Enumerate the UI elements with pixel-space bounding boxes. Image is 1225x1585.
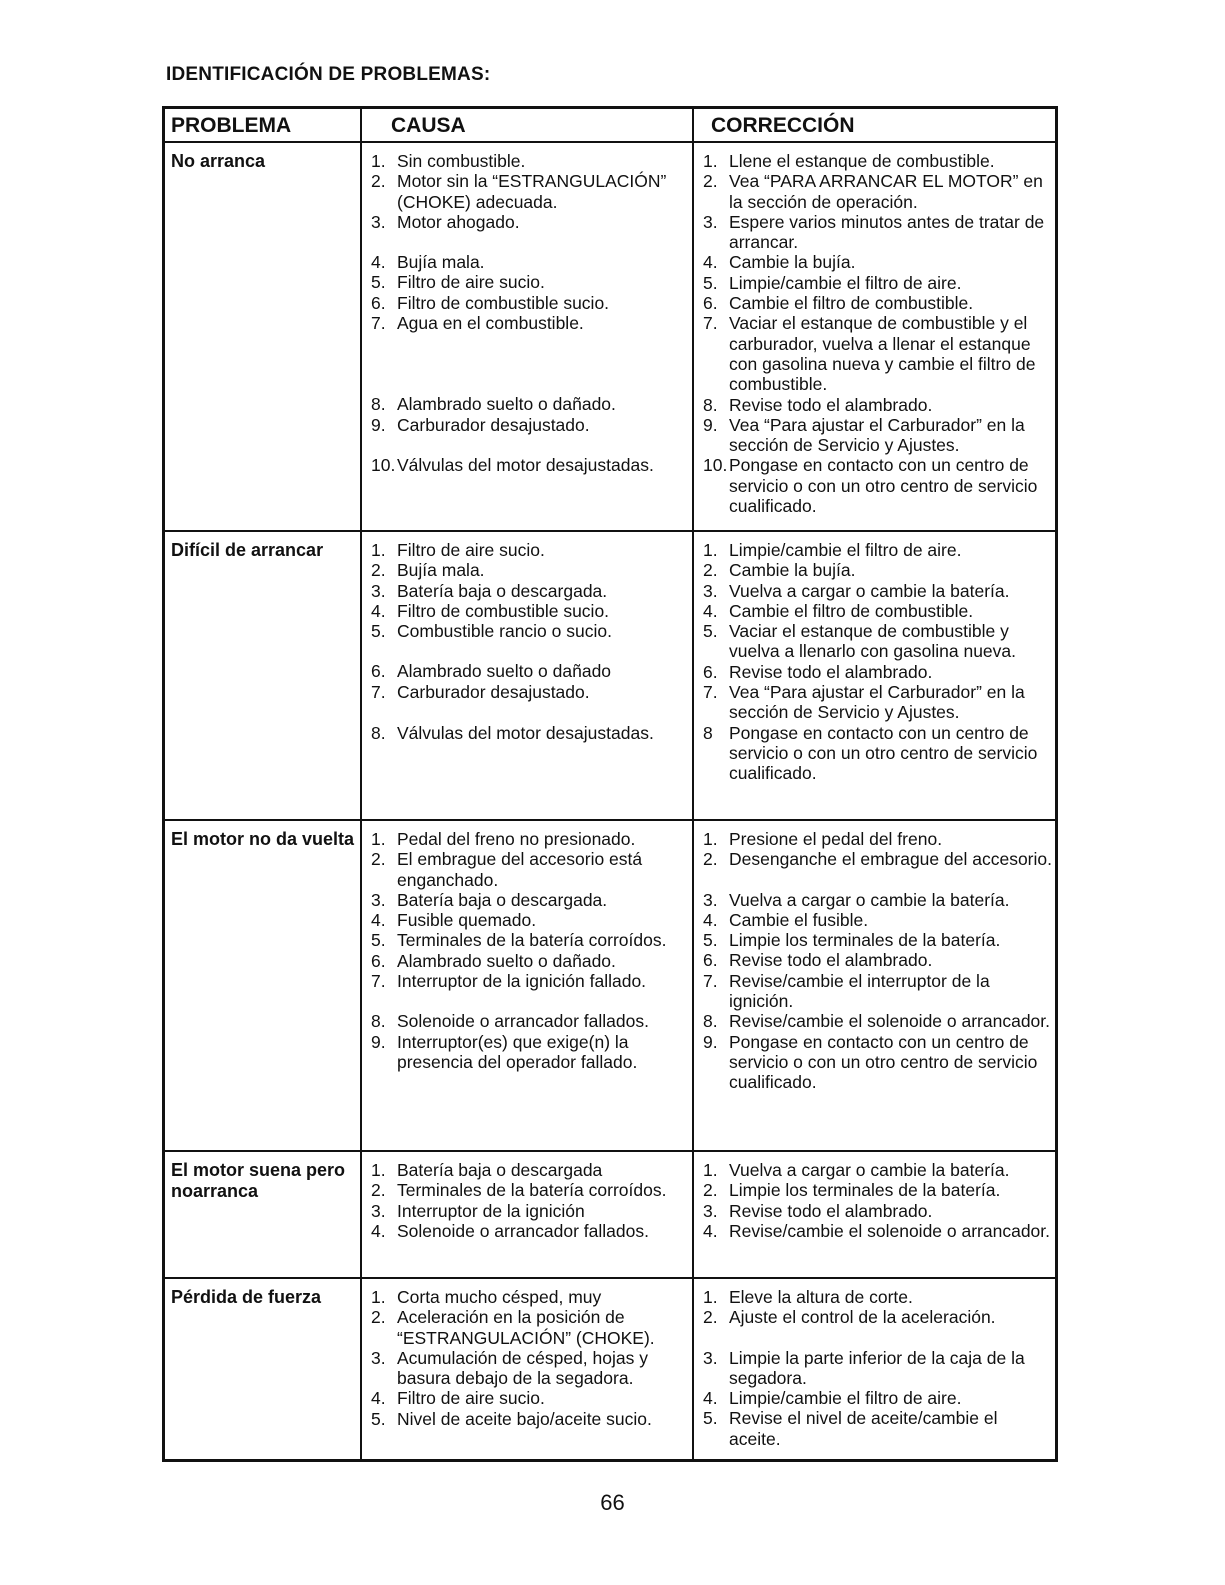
item-text: Acumulación de césped, hojas y basura debajo de la segadora. <box>397 1347 648 1389</box>
problem-label: Difícil de arrancar <box>171 540 324 560</box>
item-text: Vaciar el estanque de combustible y el carburador, vuelva a llenar el estanque con gasolina nueva y cambie el filtro de combustible. <box>729 313 1036 395</box>
cause-list <box>371 829 689 1072</box>
item-text: Combustible rancio o sucio. <box>397 621 612 642</box>
item-text: Vuelva a cargar o cambie la batería. <box>729 580 1010 601</box>
item-text: Pongase en contacto con un centro de servicio o con un otro centro de servicio cualificado. <box>729 722 1038 784</box>
list-item <box>371 1388 689 1408</box>
item-text: Desenganche el embrague del accesorio. <box>729 849 1052 870</box>
list-item <box>371 1180 689 1200</box>
item-text: Terminales de la batería corroídos. <box>397 930 667 951</box>
list-item <box>703 890 1053 910</box>
item-text: Batería baja o descargada. <box>397 889 608 910</box>
item-number: 2. <box>703 171 718 192</box>
item-number: 7. <box>703 313 718 334</box>
list-item <box>371 849 689 890</box>
list-item <box>703 1307 1053 1327</box>
item-text: Limpie/cambie el filtro de aire. <box>729 1388 962 1409</box>
list-item <box>703 1032 1053 1093</box>
list-item <box>371 560 689 580</box>
list-item <box>371 151 689 171</box>
item-number: 3. <box>371 580 386 601</box>
item-number: 10. <box>703 455 728 476</box>
item-text: Vea “PARA ARRANCAR EL MOTOR” en la sección de operación. <box>729 171 1043 212</box>
item-text: Interruptor(es) que exige(n) la presencia del operador fallado. <box>397 1031 638 1072</box>
list-item <box>371 1221 689 1241</box>
list-item <box>703 581 1053 601</box>
item-text: El embrague del accesorio está enganchado. <box>397 849 643 890</box>
item-number: 4. <box>703 600 718 621</box>
item-text: Agua en el combustible. <box>397 313 584 334</box>
item-number: 4. <box>703 909 718 930</box>
item-text: Limpie/cambie el filtro de aire. <box>729 540 962 560</box>
item-text: Motor ahogado. <box>397 211 520 232</box>
table-row <box>165 1277 1055 1459</box>
list-item <box>371 415 689 435</box>
item-number: 5. <box>703 1408 718 1429</box>
list-item <box>703 601 1053 621</box>
list-item <box>371 313 689 333</box>
problem-label: El motor no da vuelta <box>171 829 355 849</box>
item-number: 4. <box>371 600 386 621</box>
list-item <box>371 971 689 991</box>
list-item <box>371 1011 689 1031</box>
problem-label: Pérdida de fuerza <box>171 1287 322 1307</box>
item-number: 9. <box>703 414 718 435</box>
item-number: 5. <box>371 621 386 642</box>
item-number: 1. <box>703 829 718 849</box>
item-text: Eleve la altura de corte. <box>729 1287 913 1307</box>
item-number: 5. <box>703 621 718 642</box>
list-item <box>371 1348 689 1389</box>
item-text: Alambrado suelto o dañado <box>397 661 612 682</box>
item-text: Revise/cambie el interruptor de la ignición. <box>729 970 990 1012</box>
table-row <box>165 141 1055 532</box>
item-text: Fusible quemado. <box>397 910 537 931</box>
list-item <box>703 455 1053 516</box>
item-text: Revise todo el alambrado. <box>729 1200 933 1221</box>
list-item <box>703 1287 1053 1307</box>
list-item <box>703 1201 1053 1221</box>
item-number: 8. <box>371 1011 386 1032</box>
item-number: 8. <box>371 723 386 744</box>
item-number: 2. <box>371 560 386 581</box>
item-number: 8 <box>703 722 713 743</box>
list-item <box>371 212 689 232</box>
item-text: Solenoide o arrancador fallados. <box>397 1220 649 1241</box>
item-number: 1. <box>703 1287 718 1307</box>
item-text: Ajuste el control de la aceleración. <box>729 1307 996 1328</box>
item-text: Pongase en contacto con un centro de servicio o con un otro centro de servicio cualificado. <box>729 1031 1038 1093</box>
list-item <box>371 293 689 313</box>
item-number: 3. <box>703 1200 718 1221</box>
list-item <box>371 601 689 621</box>
item-text: Alambrado suelto o dañado. <box>397 394 616 415</box>
header-problema: PROBLEMA <box>171 114 292 137</box>
list-item <box>703 662 1053 682</box>
item-number: 2. <box>703 1180 718 1201</box>
item-text: Vuelva a cargar o cambie la batería. <box>729 1160 1010 1180</box>
item-text: Filtro de aire sucio. <box>397 540 545 560</box>
list-item <box>371 829 689 849</box>
item-text: Cambie el filtro de combustible. <box>729 293 974 314</box>
problem-label: No arranca <box>171 151 266 171</box>
list-item <box>371 723 689 743</box>
list-item <box>371 540 689 560</box>
item-text: Válvulas del motor desajustadas. <box>397 454 654 475</box>
list-item <box>371 890 689 910</box>
item-number: 5. <box>703 930 718 951</box>
list-item <box>371 1032 689 1073</box>
item-number: 7. <box>703 970 718 991</box>
item-number: 4. <box>371 1388 386 1409</box>
list-item <box>703 621 1053 662</box>
list-item <box>371 394 689 414</box>
item-number: 3. <box>371 211 386 232</box>
item-text: Nivel de aceite bajo/aceite sucio. <box>397 1408 652 1429</box>
cause-list <box>371 540 689 743</box>
item-text: Pongase en contacto con un centro de servicio o con un otro centro de servicio cualificado. <box>729 455 1038 517</box>
item-number: 4. <box>371 252 386 273</box>
item-number: 1. <box>371 151 386 171</box>
item-number: 5. <box>703 272 718 293</box>
item-text: Revise/cambie el solenoide o arrancador. <box>729 1011 1051 1032</box>
item-number: 5. <box>371 1408 386 1429</box>
item-number: 2. <box>371 171 386 192</box>
item-text: Bujía mala. <box>397 560 485 581</box>
item-number: 4. <box>371 1220 386 1241</box>
list-item <box>703 1221 1053 1241</box>
item-text: Vaciar el estanque de combustible y vuelva a llenarlo con gasolina nueva. <box>729 621 1016 662</box>
problem-label: El motor suena pero noarranca <box>171 1160 346 1201</box>
item-number: 4. <box>703 1220 718 1241</box>
item-number: 7. <box>371 681 386 702</box>
header-correccion: CORRECCIÓN <box>711 114 855 137</box>
list-item <box>371 930 689 950</box>
item-number: 3. <box>703 211 718 232</box>
item-number: 4. <box>703 252 718 273</box>
cause-list <box>371 1287 689 1429</box>
item-text: Revise todo el alambrado. <box>729 661 933 682</box>
correction-list <box>703 1287 1053 1449</box>
list-item <box>703 950 1053 970</box>
list-item <box>703 930 1053 950</box>
item-number: 3. <box>703 889 718 910</box>
item-text: Vea “Para ajustar el Carburador” en la sección de Servicio y Ajustes. <box>729 682 1025 723</box>
item-number: 10. <box>371 454 396 475</box>
item-text: Corta mucho césped, muy <box>397 1287 602 1307</box>
item-number: 2. <box>371 849 386 870</box>
item-text: Presione el pedal del freno. <box>729 829 943 849</box>
list-item <box>703 415 1053 456</box>
item-text: Interruptor de la ignición fallado. <box>397 971 647 992</box>
list-item <box>371 682 689 702</box>
item-text: Válvulas del motor desajustadas. <box>397 723 654 744</box>
item-text: Aceleración en la posición de “ESTRANGULACIÓN” (CHOKE). <box>397 1307 655 1348</box>
item-text: Batería baja o descargada. <box>397 580 608 601</box>
list-item <box>703 682 1053 723</box>
item-number: 2. <box>703 560 718 581</box>
cause-list <box>371 1160 689 1241</box>
item-number: 3. <box>703 1347 718 1368</box>
table-row <box>165 1150 1055 1279</box>
item-number: 1. <box>703 151 718 171</box>
list-item <box>371 661 689 681</box>
item-text: Limpie los terminales de la batería. <box>729 930 1001 951</box>
item-text: Llene el estanque de combustible. <box>729 151 995 171</box>
item-number: 6. <box>371 950 386 971</box>
cause-list <box>371 151 689 475</box>
item-number: 2. <box>371 1180 386 1201</box>
table-row <box>165 530 1055 821</box>
item-number: 7. <box>703 682 718 703</box>
item-text: Cambie la bujía. <box>729 252 856 273</box>
list-item <box>703 540 1053 560</box>
item-text: Vuelva a cargar o cambie la batería. <box>729 889 1010 910</box>
item-text: Revise el nivel de aceite/cambie el aceite. <box>729 1408 998 1449</box>
list-item <box>371 252 689 272</box>
list-item <box>703 171 1053 212</box>
item-number: 9. <box>371 414 386 435</box>
list-item <box>703 829 1053 849</box>
page-number: 66 <box>600 1490 625 1515</box>
list-item <box>371 455 689 475</box>
list-item <box>703 849 1053 869</box>
list-item <box>703 1011 1053 1031</box>
item-text: Pedal del freno no presionado. <box>397 829 636 849</box>
item-text: Limpie la parte inferior de la caja de la segadora. <box>729 1347 1025 1388</box>
item-number: 1. <box>371 540 386 560</box>
item-number: 9. <box>371 1031 386 1052</box>
list-item <box>703 1348 1053 1389</box>
item-number: 1. <box>371 1160 386 1180</box>
list-item <box>703 395 1053 415</box>
list-item <box>703 252 1053 272</box>
item-text: Filtro de combustible sucio. <box>397 600 610 621</box>
list-item <box>371 621 689 641</box>
list-item <box>371 1160 689 1180</box>
item-text: Carburador desajustado. <box>397 681 590 702</box>
item-number: 2. <box>703 849 718 870</box>
list-item <box>703 212 1053 253</box>
item-text: Batería baja o descargada <box>397 1160 603 1180</box>
list-item <box>703 1408 1053 1449</box>
table-row <box>165 819 1055 1152</box>
correction-list <box>703 151 1053 516</box>
item-text: Bujía mala. <box>397 252 485 273</box>
item-number: 9. <box>703 1031 718 1052</box>
list-item <box>703 1160 1053 1180</box>
header-causa: CAUSA <box>391 114 466 137</box>
item-number: 8. <box>703 1011 718 1032</box>
item-text: Cambie el filtro de combustible. <box>729 600 974 621</box>
item-number: 5. <box>371 930 386 951</box>
item-number: 1. <box>371 1287 386 1307</box>
item-number: 3. <box>371 1200 386 1221</box>
list-item <box>371 910 689 930</box>
item-text: Cambie la bujía. <box>729 560 856 581</box>
correction-list <box>703 1160 1053 1241</box>
page-title: IDENTIFICACIÓN DE PROBLEMAS: <box>166 64 491 85</box>
item-text: Limpie/cambie el filtro de aire. <box>729 272 962 293</box>
item-text: Filtro de combustible sucio. <box>397 292 610 313</box>
item-text: Filtro de aire sucio. <box>397 1388 545 1409</box>
item-text: Motor sin la “ESTRANGULACIÓN” (CHOKE) adecuada. <box>397 171 667 212</box>
list-item <box>371 1409 689 1429</box>
item-number: 1. <box>703 540 718 560</box>
troubleshooting-table <box>162 106 1058 1462</box>
item-number: 8. <box>703 394 718 415</box>
item-number: 6. <box>371 661 386 682</box>
item-text: Filtro de aire sucio. <box>397 272 545 293</box>
list-item <box>703 910 1053 930</box>
list-item <box>703 293 1053 313</box>
item-text: Revise/cambie el solenoide o arrancador. <box>729 1220 1051 1241</box>
list-item <box>703 151 1053 171</box>
table-header <box>165 109 1055 143</box>
list-item <box>703 1388 1053 1408</box>
item-text: Alambrado suelto o dañado. <box>397 950 616 971</box>
item-number: 6. <box>703 293 718 314</box>
item-number: 3. <box>371 1347 386 1368</box>
item-number: 7. <box>371 313 386 334</box>
list-item <box>371 951 689 971</box>
correction-list <box>703 540 1053 784</box>
item-text: Espere varios minutos antes de tratar de arrancar. <box>729 211 1045 253</box>
item-number: 6. <box>703 661 718 682</box>
item-number: 1. <box>703 1160 718 1180</box>
list-item <box>371 1307 689 1348</box>
item-text: Carburador desajustado. <box>397 414 590 435</box>
list-item <box>371 272 689 292</box>
item-text: Sin combustible. <box>397 151 526 171</box>
item-text: Revise todo el alambrado. <box>729 950 933 971</box>
item-number: 3. <box>703 580 718 601</box>
item-number: 4. <box>703 1388 718 1409</box>
list-item <box>703 971 1053 1012</box>
item-text: Solenoide o arrancador fallados. <box>397 1011 649 1032</box>
list-item <box>703 723 1053 784</box>
item-number: 8. <box>371 394 386 415</box>
list-item <box>703 313 1053 394</box>
item-text: Limpie los terminales de la batería. <box>729 1180 1001 1201</box>
item-text: Interruptor de la ignición <box>397 1200 585 1221</box>
item-text: Cambie el fusible. <box>729 909 869 930</box>
list-item <box>371 1201 689 1221</box>
list-item <box>703 560 1053 580</box>
item-number: 6. <box>371 292 386 313</box>
item-text: Vea “Para ajustar el Carburador” en la sección de Servicio y Ajustes. <box>729 414 1025 456</box>
item-number: 1. <box>371 829 386 849</box>
item-number: 2. <box>703 1307 718 1328</box>
item-number: 7. <box>371 971 386 992</box>
item-text: Terminales de la batería corroídos. <box>397 1180 667 1201</box>
item-number: 6. <box>703 950 718 971</box>
item-number: 5. <box>371 272 386 293</box>
list-item <box>371 581 689 601</box>
list-item <box>371 171 689 212</box>
item-text: Revise todo el alambrado. <box>729 394 933 415</box>
item-number: 2. <box>371 1307 386 1328</box>
list-item <box>703 1180 1053 1200</box>
item-number: 3. <box>371 889 386 910</box>
item-number: 4. <box>371 910 386 931</box>
list-item <box>703 273 1053 293</box>
list-item <box>371 1287 689 1307</box>
correction-list <box>703 829 1053 1093</box>
